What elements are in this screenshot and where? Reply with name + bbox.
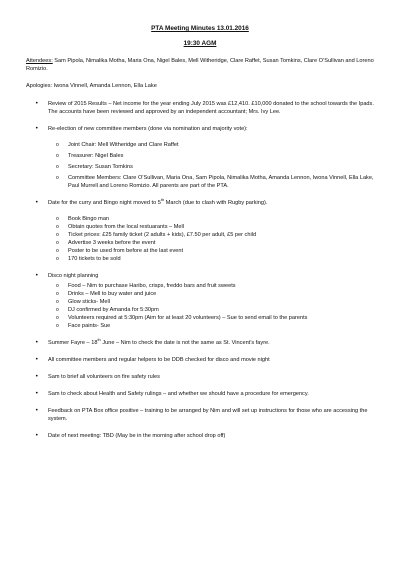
list-item-boxoffice: • Feedback on PTA Box office positive – training to be arranged by Nim and will set up instructions for those who are accessing the system. [26, 407, 374, 423]
fayre-text-start: Summer Fayre – 18 [48, 340, 98, 346]
sub-item: o Book Bingo man [48, 215, 374, 223]
sub-item: o DJ confirmed by Amanda for 5:30pm [48, 306, 374, 314]
list-item-health: • Sam to check about Health and Safety rulings – and whether we should have a procedure for emergency. [26, 390, 374, 398]
attendees-text: Sam Pipola, Nimalika Motha, Maria Ona, Nigel Bales, Mell Witheridge, Clare Raffet, Susan Tomkins, Clare O’Sullivan and Loreno Romizio. [26, 58, 374, 72]
sub-item: o 170 tickets to be sold [48, 255, 374, 263]
sub-item: o Obtain quotes from the local restuarants – Mell [48, 223, 374, 231]
sub-item: o Poster to be used from before at the last event [48, 247, 374, 255]
curry-text [48, 197, 268, 206]
curry-sublist [48, 215, 374, 263]
sub-item: o Committee Members: Clare O’Sullivan, Maria Ona, Sam Pipola, Nimalika Motha, Amanda Lennon, Iwona Vinnell, Ella Lake, Paul Murrell and Loreno Romizio. All parents are part of the PTA. [48, 174, 374, 190]
sub-item: o Treasurer: Nigel Bales [48, 152, 374, 160]
fayre-text-end: June – Nim to check the date is not the same as St. Vincent’s fayre. [100, 340, 270, 346]
list-item-curry [26, 199, 374, 263]
document-title: PTA Meeting Minutes 13.01.2016 [151, 25, 249, 32]
sub-item: o Advertise 3 weeks before the event [48, 239, 374, 247]
disco-text: Disco night planning [48, 273, 99, 279]
curry-text-start: Date for the curry and Bingo night moved to 5 [48, 200, 161, 206]
sub-item: o Joint Chair: Mell Witheridge and Clare Raffet [48, 141, 374, 149]
reelection-sublist [48, 141, 374, 190]
list-item-review: • Review of 2015 Results – Net income for the year ending July 2015 was £12,410. £10,000 donated to the school towards the Ipads. The accounts have been reviewed and approved by an independent accountant; Mrs. Ivy Lee. [26, 100, 374, 116]
apologies-paragraph: Apologies: Iwona Vinnell, Amanda Lennon, Ella Lake [26, 83, 157, 89]
attendees-label: Attendees: [26, 58, 53, 64]
attendees-paragraph [26, 57, 374, 73]
sub-item: o Face paints- Sue [48, 322, 374, 330]
list-item-fire: • Sam to brief all volunteers on fire safety rules [26, 373, 374, 381]
sub-item: o Secretary: Susan Tomkins [48, 163, 374, 171]
list-item-disco [26, 272, 374, 330]
minutes-list [26, 100, 374, 440]
disco-sublist [48, 282, 374, 330]
sub-item: o Ticket prices: £25 family ticket (2 adults + kids), £7.50 per adult, £5 per child [48, 231, 374, 239]
list-item-fayre [26, 339, 374, 347]
sub-item: o Glow sticks- Mell [48, 298, 374, 306]
sub-item: o Volunteers required at 5:30pm (Aim for at least 20 volunteers) – Sue to send email to the parents [48, 314, 374, 322]
fayre-superscript: th [97, 337, 101, 343]
sub-item: o Drinks – Mell to buy water and juice [48, 290, 374, 298]
curry-superscript: th [160, 197, 165, 203]
curry-text-end: March (due to clash with Rugby parking). [164, 200, 268, 206]
list-item-ddb: • All committee members and regular helpers to be DDB checked for disco and movie night [26, 356, 374, 364]
sub-item: o Food – Nim to purchase Haribo, crisps, freddo bars and fruit sweets [48, 282, 374, 290]
list-item-next-meeting: • Date of next meeting: TBD (May be in the morning after school drop off) [26, 432, 374, 440]
list-item-reelection [26, 125, 374, 190]
reelection-text: Re-election of new committee members (done via nomination and majority vote): [48, 126, 248, 132]
meeting-time: 19:30 AGM [183, 40, 217, 47]
